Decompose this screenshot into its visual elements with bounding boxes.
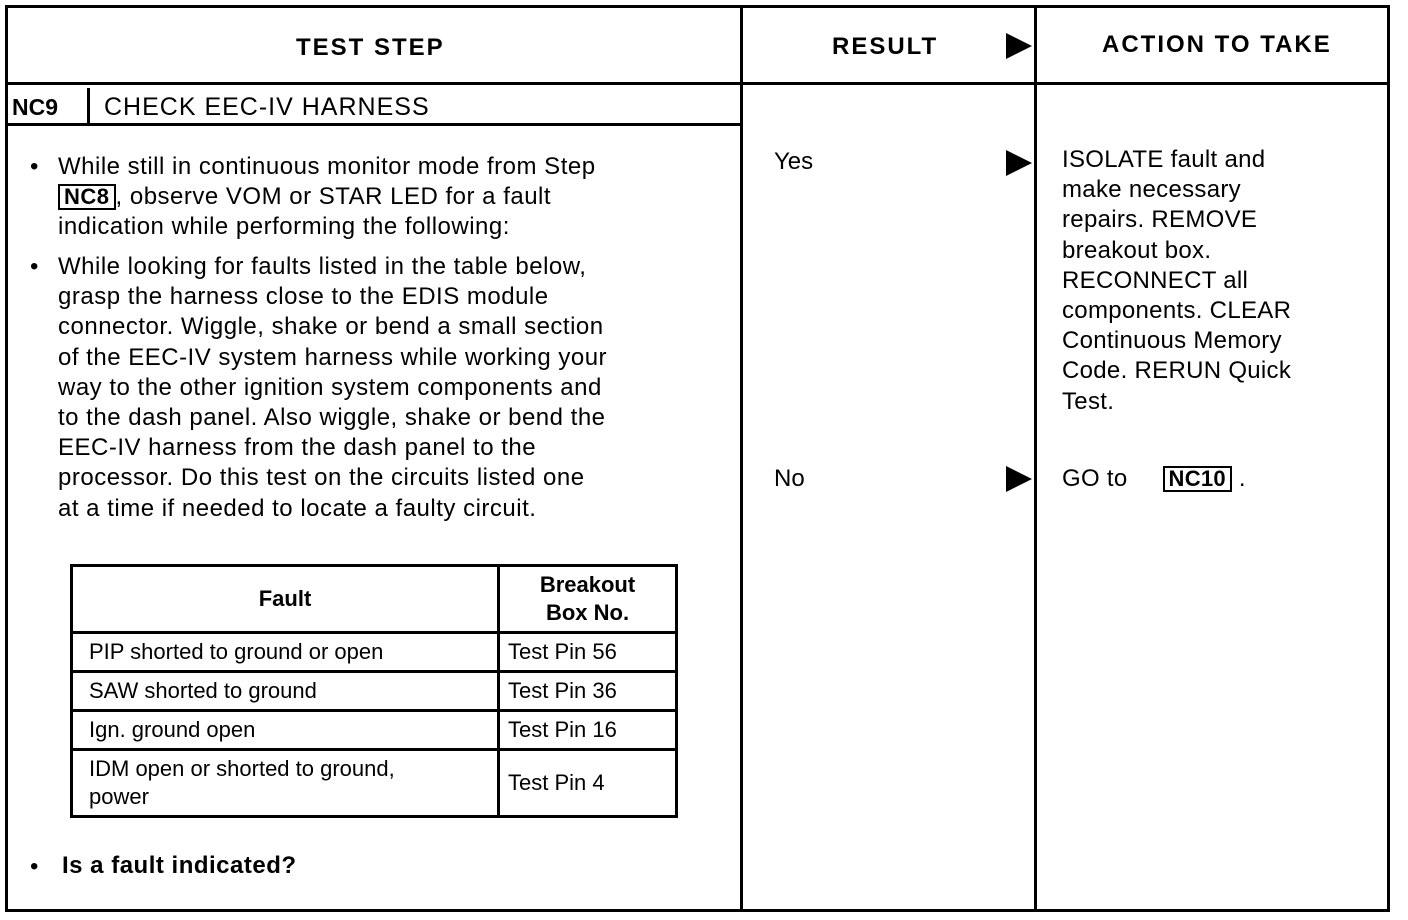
bullet-2-line: way to the other ignition system components and (58, 373, 602, 401)
bullet-2-line: grasp the harness close to the EDIS module (58, 283, 549, 311)
col-header-fault: Fault (72, 566, 499, 633)
divider-step-result (740, 5, 743, 912)
table-row (72, 633, 677, 672)
table-row (72, 672, 677, 711)
arrow-icon (1006, 150, 1032, 176)
action-line: ISOLATE fault and (1062, 146, 1266, 173)
pin-cell: Test Pin 4 (499, 750, 677, 817)
fault-cell: PIP shorted to ground or open (72, 633, 499, 672)
arrow-icon (1006, 33, 1032, 59)
action-line: breakout box. (1062, 236, 1212, 264)
bullet-2-line: processor. Do this test on the circuits listed one (58, 464, 585, 492)
bullet-2-text (58, 252, 607, 524)
action-line: Code. RERUN Quick (1062, 357, 1292, 385)
pin-cell: Test Pin 36 (499, 672, 677, 711)
table-row (72, 750, 677, 817)
bullet-icon: • (30, 853, 39, 880)
pin-cell: Test Pin 56 (499, 633, 677, 672)
table-header-row (72, 566, 677, 633)
action-line: repairs. REMOVE (1062, 206, 1258, 234)
result-yes: Yes (774, 148, 814, 175)
bullet-2-line: at a time if needed to locate a faulty circuit. (58, 494, 537, 522)
bullet-1-line: indication while performing the following: (58, 213, 510, 241)
step-title: CHECK EEC-IV HARNESS (104, 93, 430, 121)
action-line: Test. (1062, 387, 1115, 415)
action-no: GO to NC10 . (1062, 465, 1246, 492)
bullet-2-line: to the dash panel. Also wiggle, shake or bend the (58, 404, 606, 432)
question-text: Is a fault indicated? (62, 852, 297, 879)
fault-cell: IDM open or shorted to ground, power (72, 750, 499, 817)
divider-result-action (1034, 5, 1037, 912)
step-id: NC9 (8, 88, 90, 126)
arrow-icon (1006, 466, 1032, 492)
bullet-1-text (58, 152, 596, 243)
action-line: RECONNECT all (1062, 266, 1249, 294)
action-line: make necessary (1062, 176, 1241, 204)
bullet-2-line: EEC-IV harness from the dash panel to the (58, 434, 537, 462)
col-header-breakout: Breakout Box No. (499, 566, 677, 633)
result-no: No (774, 465, 805, 492)
bullet-2-line: connector. Wiggle, shake or bend a small section (58, 313, 604, 341)
bullet-2-line: of the EEC-IV system harness while working your (58, 343, 608, 371)
bullet-1-line: NC8 , observe VOM or STAR LED for a fault (58, 182, 596, 212)
fault-table (70, 564, 678, 818)
header-result: RESULT (832, 33, 939, 60)
action-line: Continuous Memory (1062, 327, 1282, 355)
header-divider (5, 82, 1390, 85)
action-line: components. CLEAR (1062, 297, 1292, 325)
fault-cell: Ign. ground open (72, 711, 499, 750)
table-row (72, 711, 677, 750)
header-test-step: TEST STEP (296, 34, 445, 61)
step-ref-nc10: NC10 (1163, 466, 1232, 492)
bullet-1-line: While still in continuous monitor mode from Step (58, 153, 596, 180)
header-action: ACTION TO TAKE (1102, 31, 1332, 58)
bullet-icon: • (30, 253, 39, 280)
bullet-icon: • (30, 153, 39, 180)
bullet-2-line: While looking for faults listed in the table below, (58, 253, 587, 280)
step-ref-nc8: NC8 (58, 184, 116, 210)
pin-cell: Test Pin 16 (499, 711, 677, 750)
fault-cell: SAW shorted to ground (72, 672, 499, 711)
action-yes (1062, 145, 1291, 417)
